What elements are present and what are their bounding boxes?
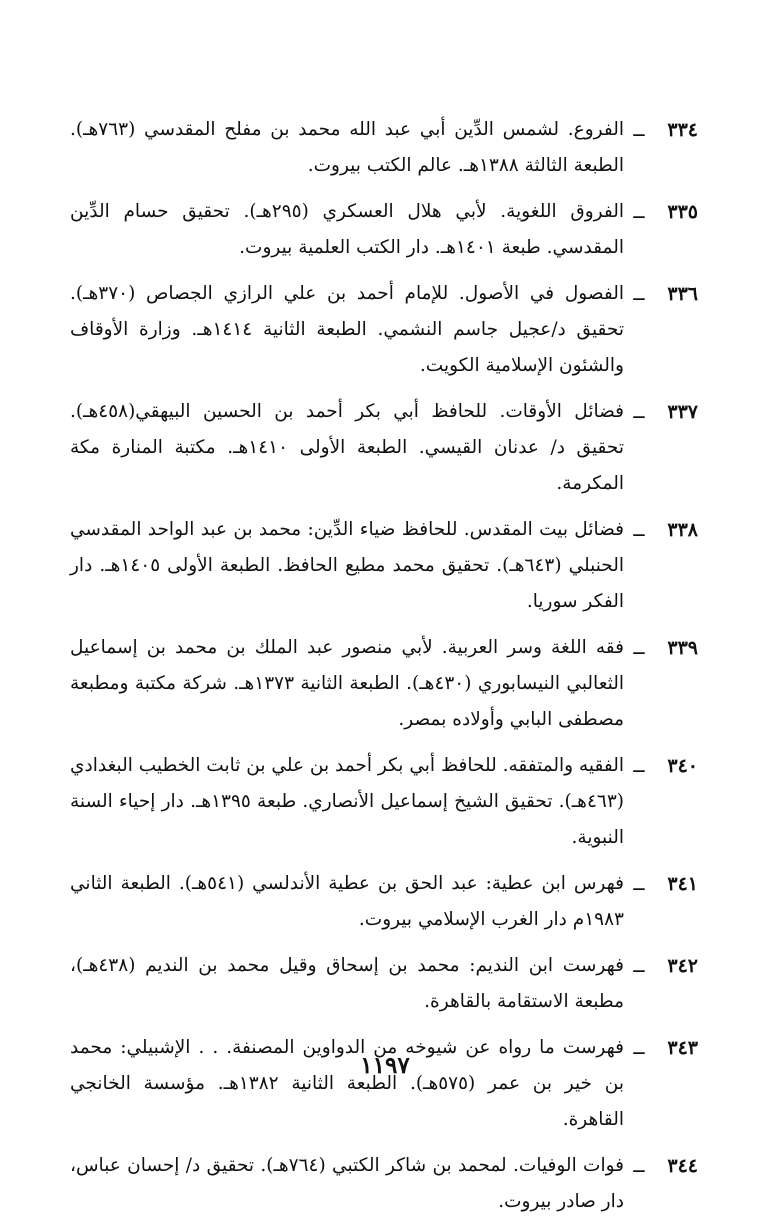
entry-text: فوات الوفيات. لمحمد بن شاكر الكتبي (٧٦٤هـ). تحقيق د/ إحسان عباس، دار صادر بيروت. [70, 1155, 625, 1212]
entry-number: ٣٤٢ [667, 955, 698, 977]
bibliography-entry [70, 512, 698, 620]
entry-number: ٣٤٤ [667, 1155, 698, 1177]
entry-dash: ــ [633, 873, 645, 895]
entry-number: ٣٣٥ [667, 201, 698, 223]
entry-text: الفروق اللغوية. لأبي هلال العسكري (٢٩٥هـ). تحقيق حسام الدِّين المقدسي. طبعة ١٤٠١هـ. دار الكتب العلمية بيروت. [70, 201, 624, 258]
bibliography-entry [70, 1030, 698, 1138]
entry-text: الفصول في الأصول. للإمام أحمد بن علي الرازي الجصاص (٣٧٠هـ). تحقيق د/عجيل جاسم النشمي. الطبعة الثانية ١٤١٤هـ. وزارة الأوقاف والشئون الإسلامية الكويت. [70, 283, 625, 376]
entry-text: فهرس ابن عطية: عبد الحق بن عطية الأندلسي (٥٤١هـ). الطبعة الثاني ١٩٨٣م دار الغرب الإسلامي بيروت. [70, 873, 625, 930]
entry-number: ٣٣٨ [667, 519, 698, 541]
entry-number: ٣٣٧ [667, 401, 698, 423]
bibliography-entry [70, 630, 698, 738]
bibliography-entry [70, 948, 698, 1020]
entry-text: فضائل الأوقات. للحافظ أبي بكر أحمد بن الحسين البيهقي(٤٥٨هـ). تحقيق د/ عدنان القيسي. الطبعة الأولى ١٤١٠هـ. مكتبة المنارة مكة المكرمة. [70, 401, 624, 494]
entry-dash: ــ [633, 519, 645, 541]
entry-number: ٣٣٩ [667, 637, 698, 659]
entry-text: فهرست ما رواه عن شيوخه من الدواوين المصنفة. . . الإشبيلي: محمد بن خير بن عمر (٥٧٥هـ). الطبعة الثانية ١٣٨٢هـ. مؤسسة الخانجي القاهرة. [70, 1037, 624, 1130]
entry-text: فقه اللغة وسر العربية. لأبي منصور عبد الملك بن محمد بن إسماعيل الثعالبي النيسابوري (٤٣٠هـ). الطبعة الثانية ١٣٧٣هـ. شركة مكتبة ومطبعة مصطفى البابي وأولاده بمصر. [70, 637, 624, 730]
bibliography-entry [70, 866, 698, 938]
bibliography-entry [70, 112, 698, 184]
entry-dash: ــ [633, 283, 645, 305]
bibliography-entry [70, 194, 698, 266]
bibliography-entry [70, 748, 698, 856]
bibliography-entry [70, 276, 698, 384]
entry-number: ٣٤٠ [667, 755, 698, 777]
entry-dash: ــ [633, 119, 645, 141]
entry-dash: ــ [633, 755, 645, 777]
entry-number: ٣٤١ [667, 873, 698, 895]
bibliography-entry [70, 394, 698, 502]
entry-dash: ــ [633, 201, 645, 223]
entry-text: الفروع. لشمس الدِّين أبي عبد الله محمد بن مفلح المقدسي (٧٦٣هـ). الطبعة الثالثة ١٣٨٨هـ. عالم الكتب بيروت. [70, 119, 624, 176]
entry-number: ٣٣٤ [667, 119, 698, 141]
entry-dash: ــ [633, 1037, 645, 1059]
entry-text: فهرست ابن النديم: محمد بن إسحاق وقيل محمد بن النديم (٤٣٨هـ)، مطبعة الاستقامة بالقاهرة. [70, 955, 624, 1012]
entry-dash: ــ [633, 401, 645, 423]
entry-number: ٣٤٣ [667, 1037, 698, 1059]
entry-text: الفقيه والمتفقه. للحافظ أبي بكر أحمد بن علي بن ثابت الخطيب البغدادي (٤٦٣هـ). تحقيق الشيخ إسماعيل الأنصاري. طبعة ١٣٩٥هـ. دار إحياء السنة النبوية. [70, 755, 624, 848]
entry-dash: ــ [633, 955, 645, 977]
bibliography-entry [70, 1148, 698, 1220]
entry-dash: ــ [633, 1155, 645, 1177]
entry-number: ٣٣٦ [667, 283, 698, 305]
entry-text: فضائل بيت المقدس. للحافظ ضياء الدِّين: محمد بن عبد الواحد المقدسي الحنبلي (٦٤٣هـ). تحقيق محمد مطيع الحافظ. الطبعة الأولى ١٤٠٥هـ. دار الفكر سوريا. [70, 519, 625, 612]
page-number: ١١٩٧ [360, 1052, 410, 1079]
entry-dash: ــ [633, 637, 645, 659]
